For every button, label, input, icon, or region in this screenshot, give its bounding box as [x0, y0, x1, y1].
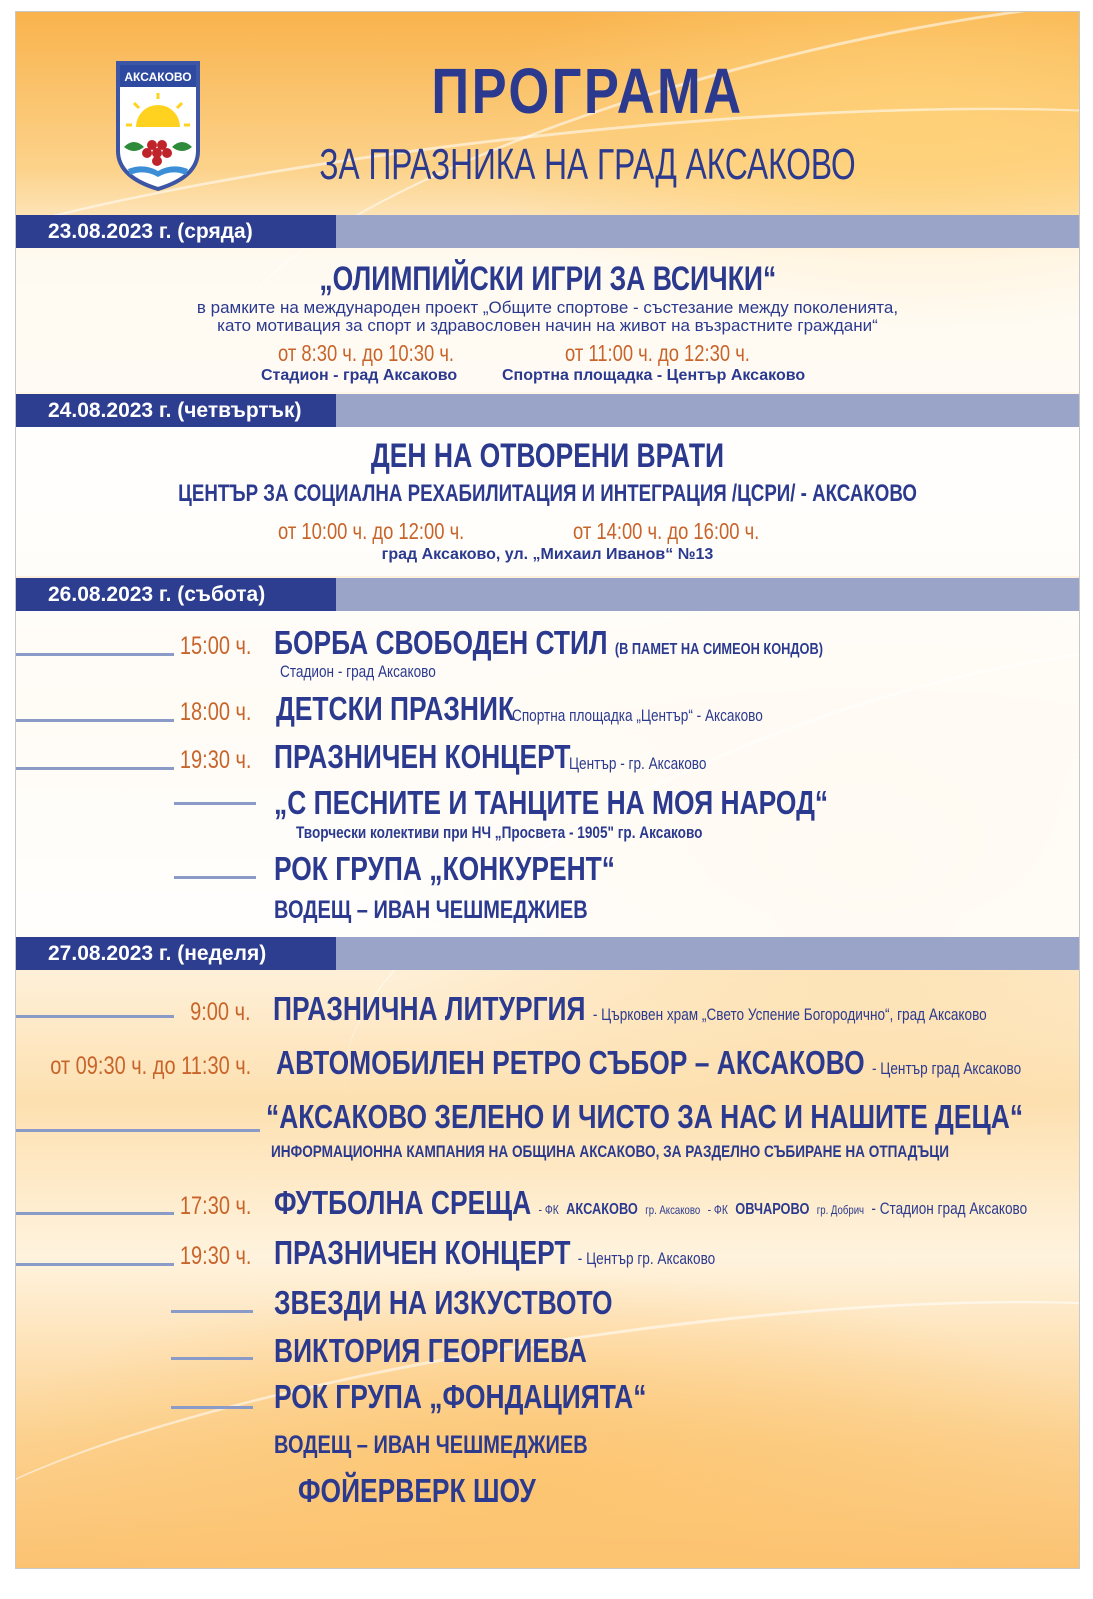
event-time: 15:00 ч. — [179, 632, 251, 660]
event-title: РОК ГРУПА „КОНКУРЕНТ“ — [274, 850, 615, 887]
event-time: от 8:30 ч. до 10:30 ч. — [278, 340, 455, 366]
event-host: ВОДЕЩ – ИВАН ЧЕШМЕДЖИЕВ — [274, 896, 588, 924]
event-title: РОК ГРУПА „ФОНДАЦИЯТА“ — [274, 1378, 647, 1415]
event-address: град Аксаково, ул. „Михаил Иванов“ №13 — [381, 546, 714, 563]
timeline-line — [171, 1310, 253, 1313]
match-prefix: - ФК — [707, 1202, 728, 1217]
event-place: Стадион - град Аксаково — [280, 662, 436, 681]
timeline-line — [16, 1212, 174, 1215]
timeline-line — [171, 1357, 253, 1360]
event-title: БОРБА СВОБОДЕН СТИЛ — [274, 624, 608, 661]
team-away-town: гр. Добрич — [816, 1203, 865, 1217]
day-label: 26.08.2023 г. (събота) — [16, 578, 336, 611]
event-title: „С ПЕСНИТЕ И ТАНЦИТЕ НА МОЯ НАРОД“ — [274, 784, 829, 821]
event-time: от 09:30 ч. до 11:30 ч. — [50, 1052, 251, 1080]
event-title: ПРАЗНИЧЕН КОНЦЕРТ — [274, 1234, 571, 1271]
event-title: ДЕТСКИ ПРАЗНИК — [276, 690, 515, 727]
event-description: в рамките на международен проект „Общите спортове - състезание между поколенията, — [196, 298, 899, 317]
event-host: ВОДЕЩ – ИВАН ЧЕШМЕДЖИЕВ — [274, 1431, 588, 1459]
timeline-line — [16, 1263, 174, 1266]
event-time: 9:00 ч. — [190, 998, 251, 1026]
event-place: Творчески колективи при НЧ „Просвета - 1905" гр. Аксаково — [296, 823, 703, 842]
event-subtitle: ЦЕНТЪР ЗА СОЦИАЛНА РЕХАБИЛИТАЦИЯ И ИНТЕГРАЦИЯ /ЦСРИ/ - АКСАКОВО — [178, 480, 917, 507]
day-band — [16, 215, 1079, 248]
day-band — [16, 937, 1079, 970]
event-title: ФОЙЕРВЕРК ШОУ — [298, 1472, 536, 1509]
timeline-line — [16, 653, 174, 656]
event-row — [274, 1184, 1027, 1222]
timeline-line — [16, 1129, 260, 1132]
event-place: Спортна площадка „Център“ - Аксаково — [512, 706, 763, 725]
event-place: Стадион - град Аксаково — [261, 367, 458, 384]
event-title: ЗВЕЗДИ НА ИЗКУСТВОТО — [274, 1284, 613, 1321]
timeline-line — [16, 1015, 174, 1018]
event-place: Център - гр. Аксаково — [569, 754, 707, 773]
event-time: от 10:00 ч. до 12:00 ч. — [278, 518, 465, 544]
day-label: 23.08.2023 г. (сряда) — [16, 215, 336, 248]
event-time: 18:00 ч. — [179, 698, 251, 726]
event-title: “АКСАКОВО ЗЕЛЕНО И ЧИСТО ЗА НАС И НАШИТЕ ДЕЦА“ — [266, 1098, 1024, 1135]
event-place: - Църковен храм „Свето Успение Богородично“, град Аксаково — [592, 1005, 987, 1024]
team-home-town: гр. Аксаково — [645, 1203, 701, 1217]
event-row — [274, 1234, 715, 1272]
event-time: 19:30 ч. — [179, 746, 251, 774]
match-prefix: - ФК — [538, 1202, 559, 1217]
event-time: 19:30 ч. — [179, 1242, 251, 1270]
day-label: 27.08.2023 г. (неделя) — [16, 937, 336, 970]
event-time: 17:30 ч. — [179, 1192, 251, 1220]
event-place: - Център град Аксаково — [872, 1059, 1022, 1078]
timeline-line — [16, 719, 174, 722]
event-title: ПРАЗНИЧНА ЛИТУРГИЯ — [273, 990, 586, 1027]
day-band — [16, 394, 1079, 427]
page-subtitle: ЗА ПРАЗНИКА НА ГРАД АКСАКОВО — [319, 140, 856, 189]
event-place: ИНФОРМАЦИОННА КАМПАНИЯ НА ОБЩИНА АКСАКОВО, ЗА РАЗДЕЛНО СЪБИРАНЕ НА ОТПАДЪЦИ — [271, 1142, 949, 1161]
event-place: Спортна площадка - Център Аксаково — [502, 367, 806, 384]
event-title: ФУТБОЛНА СРЕЩА — [274, 1184, 532, 1221]
event-place: - Стадион град Аксаково — [871, 1199, 1028, 1218]
event-row — [274, 624, 823, 662]
event-row — [273, 990, 987, 1028]
team-away: ОВЧАРОВО — [735, 1201, 810, 1218]
event-description: като мотивация за спорт и здравословен начин на живот на възрастните граждани“ — [217, 316, 878, 335]
event-time: от 11:00 ч. до 12:30 ч. — [565, 340, 750, 366]
team-home: АКСАКОВО — [566, 1201, 638, 1218]
day-band — [16, 578, 1079, 611]
event-note: (В ПАМЕТ НА СИМЕОН КОНДОВ) — [614, 641, 823, 658]
event-place: - Център гр. Аксаково — [577, 1249, 716, 1268]
page-title: ПРОГРАМА — [431, 55, 744, 127]
event-title: ПРАЗНИЧЕН КОНЦЕРТ — [274, 738, 571, 775]
event-time: от 14:00 ч. до 16:00 ч. — [573, 518, 760, 544]
timeline-line — [174, 802, 256, 805]
logo-text: АКСАКОВО — [124, 70, 192, 84]
timeline-line — [174, 876, 256, 879]
day-label: 24.08.2023 г. (четвъртък) — [16, 394, 336, 427]
poster — [15, 11, 1080, 1569]
event-title: „ОЛИМПИЙСКИ ИГРИ ЗА ВСИЧКИ“ — [319, 260, 776, 298]
timeline-line — [16, 767, 174, 770]
event-row — [276, 1044, 1021, 1082]
timeline-line — [171, 1406, 253, 1409]
event-title: ДЕН НА ОТВОРЕНИ ВРАТИ — [370, 437, 725, 475]
event-title: ВИКТОРИЯ ГЕОРГИЕВА — [274, 1332, 587, 1369]
event-title: АВТОМОБИЛЕН РЕТРО СЪБОР – АКСАКОВО — [276, 1044, 865, 1081]
